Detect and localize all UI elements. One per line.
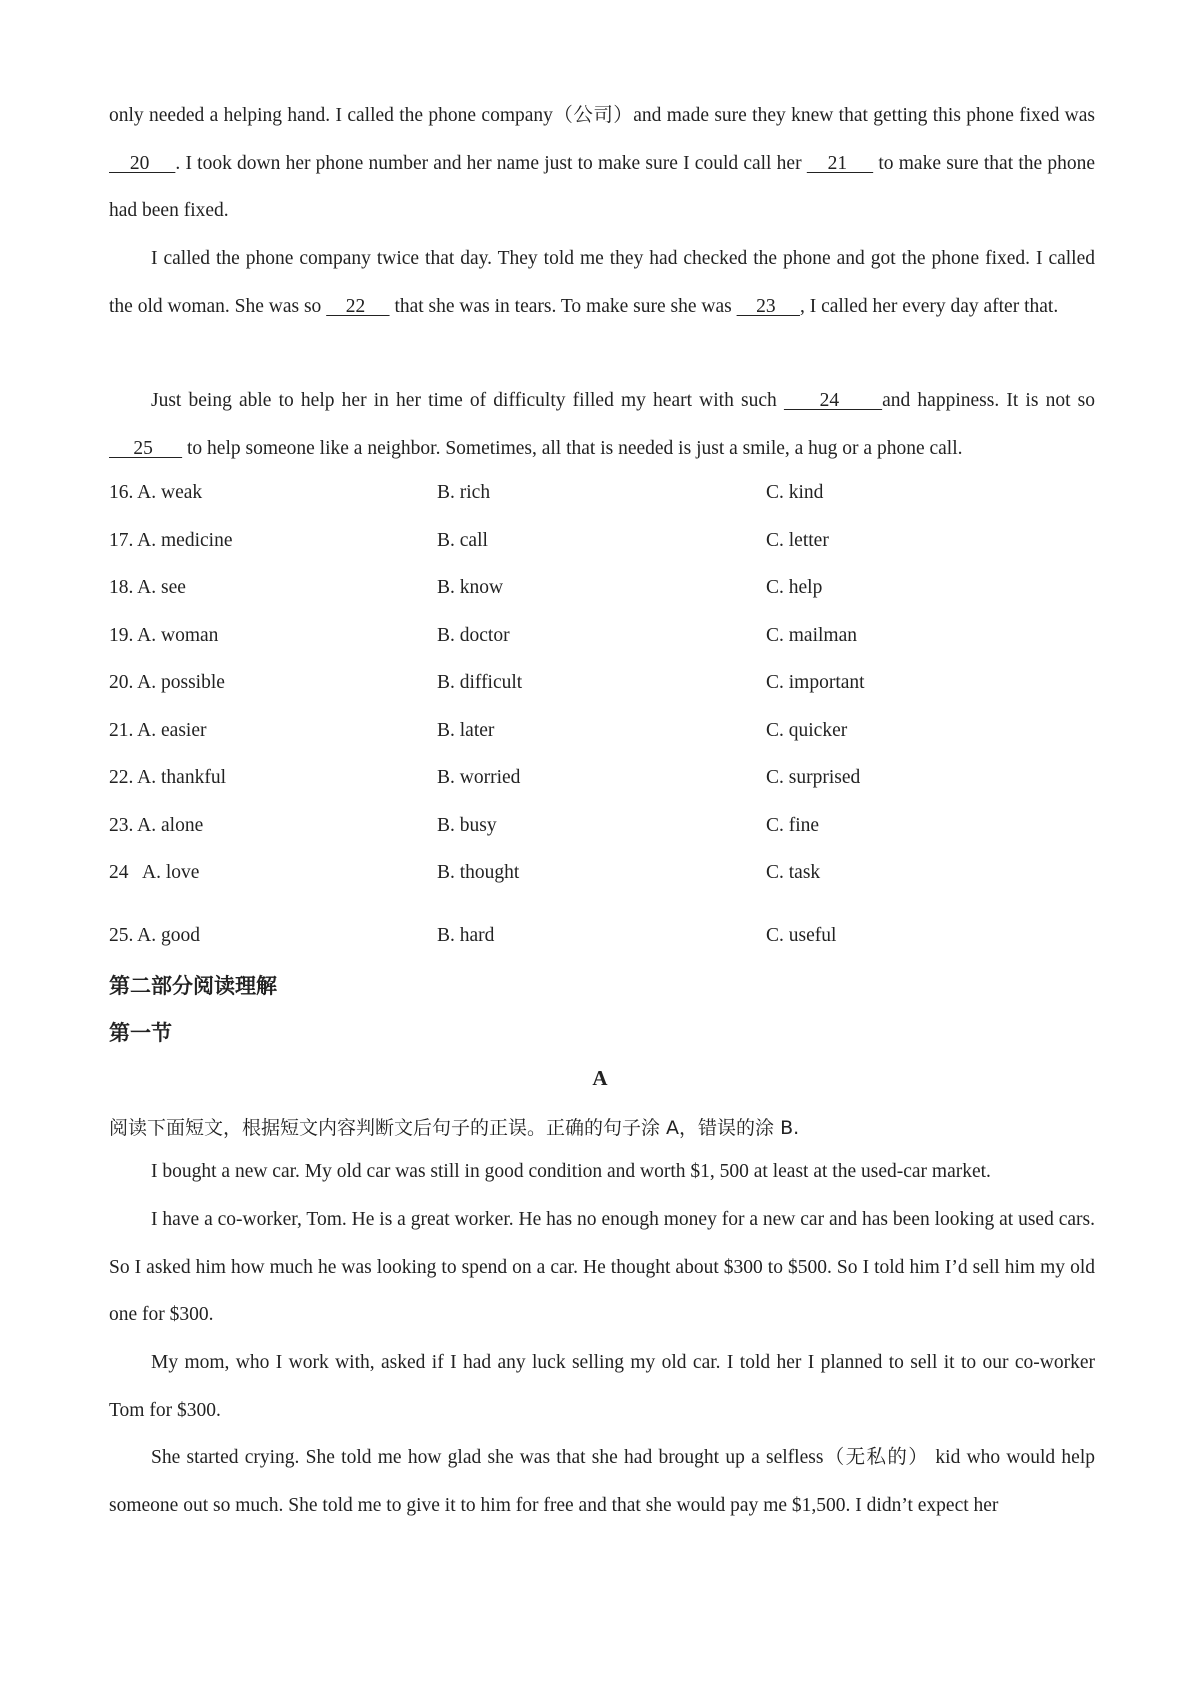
option-row-23: [109, 815, 1095, 845]
option-a[interactable]: 23. A. alone: [109, 815, 204, 836]
option-b[interactable]: B. difficult: [437, 672, 523, 693]
option-b[interactable]: B. thought: [437, 862, 520, 883]
passage2-paragraph-3: My mom, who I work with, asked if I had any luck selling my old car. I told her I planned to sell it to our co-worker Tom for $300.: [109, 1352, 1095, 1421]
text-run: and happiness. It is not so: [882, 390, 1096, 411]
passage1-paragraph-3: [109, 377, 1095, 472]
instruction-text: 阅读下面短文，根据短文内容判断文后句子的正误。正确的句子涂 A，错误的涂 B.: [109, 1117, 800, 1139]
blank-21[interactable]: 21: [806, 152, 874, 174]
option-a[interactable]: 22. A. thankful: [109, 767, 226, 788]
option-c[interactable]: C. surprised: [766, 767, 861, 788]
subsection-heading: 第一节: [109, 1021, 172, 1045]
text-run: to help someone like a neighbor. Sometimes, all that is needed is just a smile, a hug or a phone call.: [182, 437, 963, 459]
option-c[interactable]: C. quicker: [766, 720, 848, 741]
text-run: that she was in tears. To make sure she was: [389, 295, 737, 317]
option-a[interactable]: 18. A. see: [109, 577, 186, 598]
option-b[interactable]: B. doctor: [437, 625, 510, 646]
option-c[interactable]: C. useful: [766, 925, 837, 946]
text-run: , I called her every day after that.: [799, 295, 1059, 317]
blank-25[interactable]: 25: [109, 437, 183, 459]
passage1-paragraph-1: [109, 92, 1095, 235]
passage1-paragraph-2: [109, 235, 1095, 330]
option-row-25: [109, 925, 1095, 955]
section-heading: 第二部分阅读理解: [109, 974, 277, 998]
option-row-22: [109, 767, 1095, 797]
option-row-21: [109, 720, 1095, 750]
passage2-paragraph-2: I have a co-worker, Tom. He is a great worker. He has no enough money for a new car and has been looking at used cars. So I asked him how much he was looking to spend on a car. He thought about $300 to $500. So I told him I’d sell him my old one for $300.: [109, 1209, 1095, 1325]
option-a[interactable]: 16. A. weak: [109, 482, 203, 503]
blank-24[interactable]: 24: [783, 390, 883, 411]
blank-20[interactable]: 20: [109, 152, 176, 174]
option-a[interactable]: 25. A. good: [109, 925, 201, 946]
option-b[interactable]: B. rich: [437, 482, 491, 503]
passage2-paragraph-1: I bought a new car. My old car was still in good condition and worth $1, 500 at least at the used-car market.: [151, 1161, 991, 1182]
option-c[interactable]: C. help: [766, 577, 823, 598]
option-row-20: [109, 672, 1095, 702]
option-c[interactable]: C. fine: [766, 815, 820, 836]
option-c[interactable]: C. mailman: [766, 625, 857, 646]
option-b[interactable]: B. busy: [437, 815, 497, 836]
blank-23[interactable]: 23: [736, 295, 800, 317]
option-c[interactable]: C. task: [766, 862, 821, 883]
option-b[interactable]: B. call: [437, 530, 488, 551]
option-row-19: [109, 625, 1095, 655]
option-b[interactable]: B. hard: [437, 925, 495, 946]
option-row-24: [109, 862, 1095, 892]
option-b[interactable]: B. know: [437, 577, 504, 598]
option-b[interactable]: B. later: [437, 720, 495, 741]
text-run: . I took down her phone number and her name just to make sure I could call her: [175, 152, 807, 174]
text-run: only needed a helping hand. I called the phone company（公司）and made sure they knew that getting this phone fixed was: [109, 105, 1095, 126]
option-row-16: [109, 482, 1095, 512]
part-title: A: [592, 1066, 608, 1090]
text-run: Just being able to help her in her time of difficulty filled my heart with such: [151, 390, 784, 411]
option-a[interactable]: 21. A. easier: [109, 720, 207, 741]
passage2-paragraph-4: She started crying. She told me how glad she was that she had brought up a selfless（无私的） kid who would help someone out so much. She told me to give it to him for free and that she would pay me $1,500. I didn’t expect her: [109, 1447, 1095, 1516]
option-c[interactable]: C. important: [766, 672, 865, 693]
option-c[interactable]: C. letter: [766, 530, 829, 551]
option-a[interactable]: 20. A. possible: [109, 672, 225, 693]
option-row-17: [109, 530, 1095, 560]
option-a[interactable]: 17. A. medicine: [109, 530, 233, 551]
option-a[interactable]: 24 A. love: [109, 862, 200, 883]
option-a[interactable]: 19. A. woman: [109, 625, 219, 646]
text-run: I called the phone company twice that day. They told me they had checked the phone and got the phone fixed. I called the old woman. She was so: [109, 248, 1095, 317]
option-c[interactable]: C. kind: [766, 482, 824, 503]
option-row-18: [109, 577, 1095, 607]
blank-22[interactable]: 22: [326, 295, 390, 317]
text-run: to make sure that the phone had been fixed.: [109, 152, 1096, 221]
option-b[interactable]: B. worried: [437, 767, 521, 788]
